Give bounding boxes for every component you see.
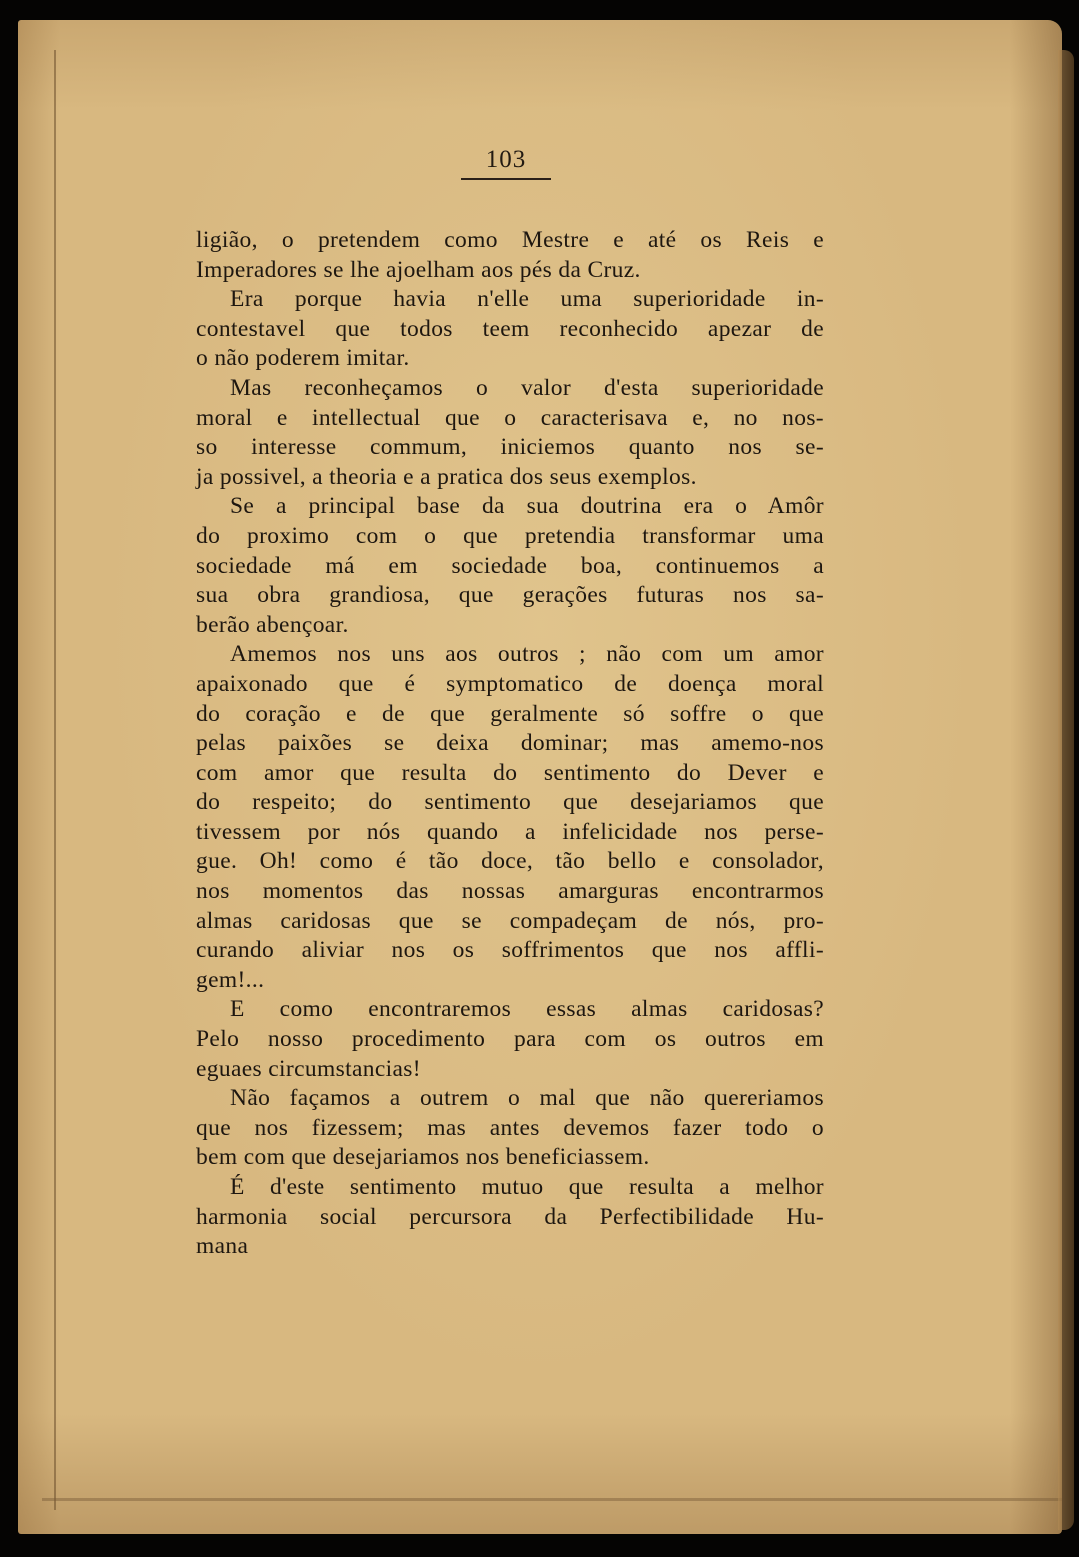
text-line: gue. Oh! como é tão doce, tão bello e consolador, — [196, 848, 824, 875]
text-line: Pelo nosso procedimento para com os outros em — [196, 1026, 824, 1053]
text-line: do respeito; do sentimento que desejariamos que — [196, 789, 824, 816]
spine-crease — [54, 50, 56, 1510]
text-line: Amemos nos uns aos outros ; não com um amor — [230, 641, 824, 668]
text-line: mana — [196, 1233, 249, 1260]
text-line: É d'este sentimento mutuo que resulta a melhor — [230, 1174, 824, 1200]
text-line: Era porque havia n'elle uma superioridade in- — [230, 286, 824, 313]
text-line: tivessem por nós quando a infelicidade nos perse- — [196, 818, 824, 845]
text-line: com amor que resulta do sentimento do Dever e — [196, 759, 824, 786]
text-line: Mas reconheçamos o valor d'esta superioridade — [230, 374, 824, 401]
text-line: apaixonado que é symptomatico de doença moral — [196, 670, 824, 697]
text-line: contestavel que todos teem reconhecido apezar de — [196, 315, 824, 342]
text-line: moral e intellectual que o caracterisava e, no nos- — [196, 404, 824, 431]
text-line: Se a principal base da sua doutrina era o Amôr — [230, 493, 824, 520]
text-line: bem com que desejariamos nos beneficiassem. — [196, 1144, 650, 1171]
text-line: nos momentos das nossas amarguras encontrarmos — [196, 878, 824, 905]
text-line: gem!... — [196, 966, 265, 993]
text-line: do proximo com o que pretendia transformar uma — [196, 522, 824, 549]
bottom-fold-line — [42, 1498, 1062, 1501]
text-line: sociedade má em sociedade boa, continuemos a — [196, 552, 824, 579]
text-line: pelas paixões se deixa dominar; mas amemo-nos — [196, 730, 824, 757]
page-header — [460, 146, 552, 180]
header-rule — [461, 178, 551, 180]
text-line: harmonia social percursora da Perfectibilidade Hu- — [196, 1203, 824, 1230]
text-line: berão abençoar. — [196, 611, 349, 638]
text-line: curando aliviar nos os soffrimentos que nos affli- — [196, 937, 824, 964]
text-line: do coração e de que geralmente só soffre o que — [196, 700, 824, 727]
text-line: so interesse commum, iniciemos quanto nos se- — [196, 434, 824, 461]
text-line: ligião, o pretendem como Mestre e até os Reis e — [196, 227, 824, 253]
text-line: almas caridosas que se compadeçam de nós, pro- — [196, 907, 824, 934]
page-number: 103 — [485, 146, 527, 173]
text-line: Imperadores se lhe ajoelham aos pés da Cruz. — [196, 256, 641, 283]
page-right-edge — [1058, 50, 1074, 1530]
text-line: eguaes circumstancias! — [196, 1055, 421, 1082]
text-line: ja possivel, a theoria e a pratica dos seus exemplos. — [196, 463, 697, 490]
text-line: E como encontraremos essas almas caridosas? — [230, 996, 824, 1023]
text-line: Não façamos a outrem o mal que não quereriamos — [230, 1085, 824, 1112]
text-line: sua obra grandiosa, que gerações futuras nos sa- — [196, 582, 824, 609]
text-line: o não poderem imitar. — [196, 345, 410, 372]
body-text — [196, 226, 824, 1262]
text-line: que nos fizessem; mas antes devemos fazer todo o — [196, 1114, 824, 1141]
